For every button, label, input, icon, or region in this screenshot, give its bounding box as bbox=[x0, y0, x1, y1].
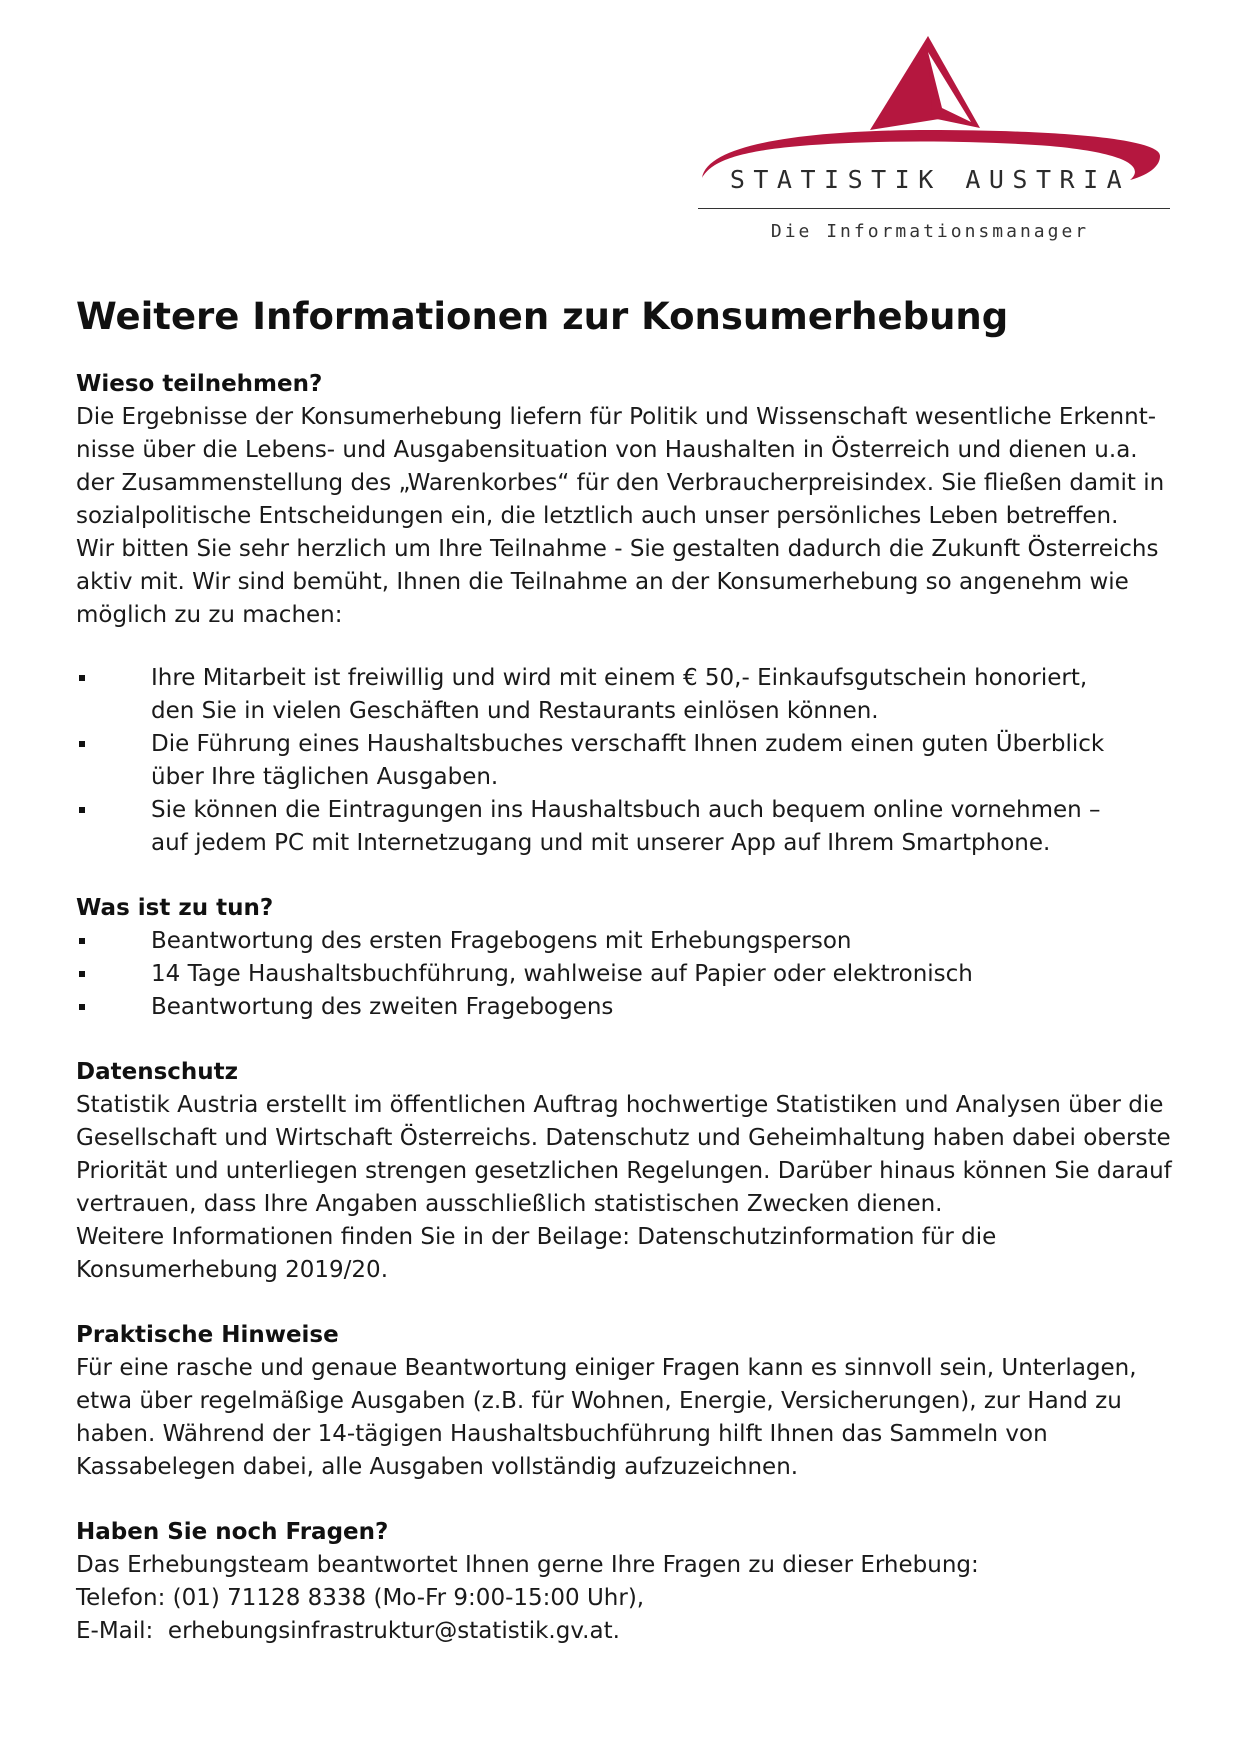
list-item bbox=[76, 728, 1166, 794]
contact-phone: Telefon: (01) 71128 8338 (Mo-Fr 9:00-15:00 Uhr), bbox=[76, 1585, 645, 1611]
bullet-square-icon bbox=[79, 938, 85, 944]
section-fragen bbox=[76, 1516, 1166, 1648]
hinweise-paragraph bbox=[76, 1352, 1166, 1484]
datenschutz-line: Gesellschaft und Wirtschaft Österreichs. Datenschutz und Geheimhaltung haben dabei oberste bbox=[76, 1125, 1171, 1151]
datenschutz-paragraph bbox=[76, 1089, 1172, 1287]
section-heading-hinweise: Praktische Hinweise bbox=[76, 1322, 339, 1348]
wieso-line: aktiv mit. Wir sind bemüht, Ihnen die Teilnahme an der Konsumerhebung so angenehm wie bbox=[76, 569, 1129, 595]
bullet-square-icon bbox=[79, 741, 85, 747]
document-body bbox=[76, 294, 1172, 1680]
bullet-square-icon bbox=[79, 675, 85, 681]
page-title: Weitere Informationen zur Konsumerhebung bbox=[76, 295, 1009, 338]
list-item bbox=[76, 794, 1166, 860]
bullet-square-icon bbox=[79, 971, 85, 977]
datenschutz-line: Konsumerhebung 2019/20. bbox=[76, 1257, 389, 1283]
list-item bbox=[76, 958, 1166, 991]
list-item bbox=[76, 991, 1166, 1024]
section-heading-wieso: Wieso teilnehmen? bbox=[76, 371, 323, 397]
logo-divider bbox=[698, 208, 1170, 209]
hinweise-line: Kassabelegen dabei, alle Ausgaben vollständig aufzuzeichnen. bbox=[76, 1454, 799, 1480]
wieso-line: Die Ergebnisse der Konsumerhebung liefern für Politik und Wissenschaft wesentliche Erkennt- bbox=[76, 404, 1157, 430]
fragen-intro: Das Erhebungsteam beantwortet Ihnen gerne Ihre Fragen zu dieser Erhebung: bbox=[76, 1552, 979, 1578]
hinweise-line: Für eine rasche und genaue Beantwortung einiger Fragen kann es sinnvoll sein, Unterlagen, bbox=[76, 1355, 1137, 1381]
contact-email: E-Mail: erhebungsinfrastruktur@statistik.gv.at. bbox=[76, 1618, 620, 1644]
section-heading-datenschutz: Datenschutz bbox=[76, 1059, 239, 1085]
wieso-line: möglich zu zu machen: bbox=[76, 602, 343, 628]
hinweise-line: haben. Während der 14-tägigen Haushaltsbuchführung hilft Ihnen das Sammeln von bbox=[76, 1421, 1048, 1447]
section-datenschutz bbox=[76, 1056, 1172, 1287]
section-wieso bbox=[76, 368, 1166, 860]
tasks-list bbox=[76, 925, 1166, 1024]
section-hinweise bbox=[76, 1319, 1166, 1484]
list-item bbox=[76, 925, 1166, 958]
bullet-square-icon bbox=[79, 807, 85, 813]
statistik-austria-logo bbox=[690, 30, 1170, 250]
list-item-line: Die Führung eines Haushaltsbuches verschafft Ihnen zudem einen guten Überblick bbox=[151, 731, 1105, 757]
list-item-line: auf jedem PC mit Internetzugang und mit unserer App auf Ihrem Smartphone. bbox=[151, 830, 1051, 856]
datenschutz-line: Statistik Austria erstellt im öffentlichen Auftrag hochwertige Statistiken und Analysen über die bbox=[76, 1092, 1164, 1118]
spacer bbox=[76, 632, 1166, 662]
list-item-line: Sie können die Eintragungen ins Haushaltsbuch auch bequem online vornehmen – bbox=[151, 797, 1101, 823]
hinweise-line: etwa über regelmäßige Ausgaben (z.B. für Wohnen, Energie, Versicherungen), zur Hand zu bbox=[76, 1388, 1122, 1414]
wieso-paragraph bbox=[76, 401, 1166, 632]
section-tun bbox=[76, 892, 1166, 1024]
list-item-text: 14 Tage Haushaltsbuchführung, wahlweise auf Papier oder elektronisch bbox=[151, 961, 973, 987]
list-item bbox=[76, 662, 1166, 728]
wieso-line: nisse über die Lebens- und Ausgabensituation von Haushalten in Österreich und dienen u.a. bbox=[76, 437, 1138, 463]
fragen-paragraph bbox=[76, 1549, 1166, 1648]
list-item-text: Beantwortung des zweiten Fragebogens bbox=[151, 994, 614, 1020]
list-item-line: Ihre Mitarbeit ist freiwillig und wird mit einem € 50,- Einkaufsgutschein honoriert, bbox=[151, 665, 1088, 691]
list-item-line: den Sie in vielen Geschäften und Restaurants einlösen können. bbox=[151, 698, 879, 724]
bullet-square-icon bbox=[79, 1004, 85, 1010]
logo-graphic bbox=[690, 30, 1170, 180]
benefits-list bbox=[76, 662, 1166, 860]
logo-tagline: Die Informationsmanager bbox=[770, 221, 1090, 242]
wieso-line: Wir bitten Sie sehr herzlich um Ihre Teilnahme - Sie gestalten dadurch die Zukunft Österreichs bbox=[76, 536, 1159, 562]
list-item-text: Beantwortung des ersten Fragebogens mit Erhebungsperson bbox=[151, 928, 852, 954]
list-item-line: über Ihre täglichen Ausgaben. bbox=[151, 764, 499, 790]
section-heading-fragen: Haben Sie noch Fragen? bbox=[76, 1519, 389, 1545]
logo-brand-text: STATISTIK AUSTRIA bbox=[729, 165, 1131, 194]
datenschutz-line: Weitere Informationen finden Sie in der Beilage: Datenschutzinformation für die bbox=[76, 1224, 997, 1250]
datenschutz-line: vertrauen, dass Ihre Angaben ausschließlich statistischen Zwecken dienen. bbox=[76, 1191, 943, 1217]
datenschutz-line: Priorität und unterliegen strengen gesetzlichen Regelungen. Darüber hinaus können Sie darauf bbox=[76, 1158, 1172, 1184]
wieso-line: der Zusammenstellung des „Warenkorbes“ für den Verbraucherpreisindex. Sie fließen damit in bbox=[76, 470, 1165, 496]
section-heading-tun: Was ist zu tun? bbox=[76, 895, 274, 921]
wieso-line: sozialpolitische Entscheidungen ein, die letztlich auch unser persönliches Leben betreffen. bbox=[76, 503, 1119, 529]
